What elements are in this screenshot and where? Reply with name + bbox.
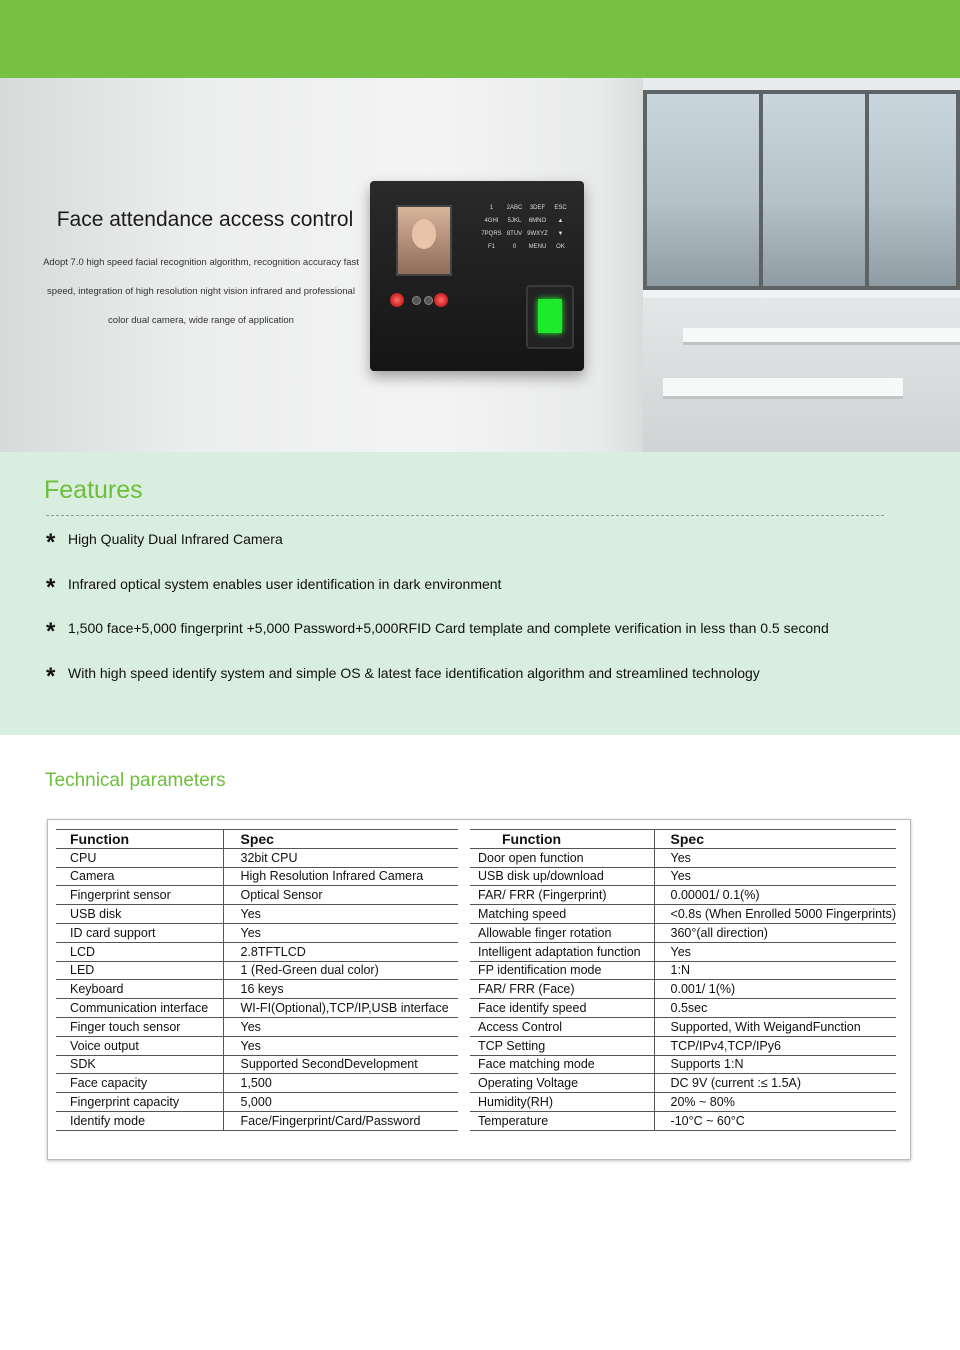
table-row — [56, 980, 458, 999]
infrared-led-icon — [390, 293, 404, 307]
asterisk-icon: * — [46, 618, 56, 645]
keypad-key: OK — [556, 244, 565, 250]
features-title: Features — [44, 476, 143, 504]
spec-cell: DC 9V (current :≤ 1.5A) — [654, 1074, 896, 1093]
function-cell: Voice output — [56, 1036, 223, 1055]
spec-cell: WI-FI(Optional),TCP/IP,USB interface — [223, 999, 458, 1018]
table-row — [470, 1093, 896, 1112]
spec-cell: High Resolution Infrared Camera — [223, 867, 458, 886]
function-cell: Door open function — [470, 848, 654, 867]
office-window — [643, 90, 763, 290]
feature-item: * High Quality Dual Infrared Camera — [46, 529, 283, 556]
table-row — [470, 1036, 896, 1055]
camera-lens-icon — [424, 296, 433, 305]
table-row — [470, 999, 896, 1018]
keypad-key: 4GHI — [484, 218, 499, 224]
features-section — [0, 452, 960, 735]
table-row — [56, 1017, 458, 1036]
table-row — [470, 905, 896, 924]
function-cell: FAR/ FRR (Face) — [470, 980, 654, 999]
spec-cell: 20% ~ 80% — [654, 1093, 896, 1112]
keypad-key: 5JKL — [507, 218, 522, 224]
column-header: Function — [470, 830, 654, 849]
feature-item: * Infrared optical system enables user identification in dark environment — [46, 573, 502, 601]
table-row — [56, 867, 458, 886]
function-cell: USB disk up/download — [470, 867, 654, 886]
spec-cell: 0.00001/ 0.1(%) — [654, 886, 896, 905]
keypad-key: 7PQRS — [481, 231, 502, 237]
keypad-key: ▼ — [557, 231, 564, 237]
function-cell: Humidity(RH) — [470, 1093, 654, 1112]
spec-cell: Yes — [223, 1036, 458, 1055]
technical-parameters-title: Technical parameters — [45, 770, 226, 791]
infrared-led-icon — [434, 293, 448, 307]
spec-cell: 5,000 — [223, 1093, 458, 1112]
keypad-key: 1 — [489, 205, 494, 211]
spec-cell: 0.001/ 1(%) — [654, 980, 896, 999]
keypad-key: 9WXYZ — [527, 231, 548, 237]
function-cell: Finger touch sensor — [56, 1017, 223, 1036]
top-banner — [0, 0, 960, 78]
function-cell: Access Control — [470, 1017, 654, 1036]
dashed-divider — [46, 515, 884, 516]
table-row — [470, 1017, 896, 1036]
function-cell: SDK — [56, 1055, 223, 1074]
office-window — [865, 90, 960, 290]
spec-cell: Supported SecondDevelopment — [223, 1055, 458, 1074]
function-cell: Matching speed — [470, 905, 654, 924]
keypad-key: 6MNO — [528, 218, 547, 224]
keypad-key: 8TUV — [506, 231, 523, 237]
table-row — [470, 1074, 896, 1093]
fingerprint-pad-icon — [538, 299, 562, 333]
office-background-image — [643, 78, 960, 452]
function-cell: FP identification mode — [470, 961, 654, 980]
function-cell: LED — [56, 961, 223, 980]
function-cell: Communication interface — [56, 999, 223, 1018]
table-row — [470, 923, 896, 942]
table-row — [470, 1055, 896, 1074]
function-cell: FAR/ FRR (Fingerprint) — [470, 886, 654, 905]
table-row — [56, 942, 458, 961]
spec-table-right — [470, 829, 896, 1131]
spec-cell: Yes — [223, 905, 458, 924]
function-cell: Face matching mode — [470, 1055, 654, 1074]
function-cell: LCD — [56, 942, 223, 961]
spec-cell: Yes — [654, 942, 896, 961]
function-cell: Camera — [56, 867, 223, 886]
function-cell: Face capacity — [56, 1074, 223, 1093]
table-row — [56, 923, 458, 942]
table-row — [470, 980, 896, 999]
column-header: Spec — [654, 830, 896, 849]
column-header: Function — [56, 830, 223, 849]
keypad-key: 0 — [512, 244, 517, 250]
feature-item: * With high speed identify system and simple OS & latest face identification algorithm and streamlined technology — [46, 662, 760, 690]
hero-description: Adopt 7.0 high speed facial recognition algorithm, recognition accuracy fast speed, integration of high resolution night vision infrared and professional color dual camera, wide range of application — [43, 257, 359, 326]
table-row — [56, 999, 458, 1018]
column-header: Spec — [223, 830, 458, 849]
function-cell: Operating Voltage — [470, 1074, 654, 1093]
table-row — [56, 848, 458, 867]
function-cell: Fingerprint sensor — [56, 886, 223, 905]
device-keypad — [480, 205, 572, 250]
spec-cell: Yes — [223, 1017, 458, 1036]
spec-cell: Face/Fingerprint/Card/Password — [223, 1111, 458, 1130]
table-row — [56, 961, 458, 980]
function-cell: USB disk — [56, 905, 223, 924]
spec-cell: 2.8TFTLCD — [223, 942, 458, 961]
spec-cell: -10°C ~ 60°C — [654, 1111, 896, 1130]
keypad-key: F1 — [487, 244, 495, 250]
spec-cell: 16 keys — [223, 980, 458, 999]
spec-cell: 32bit CPU — [223, 848, 458, 867]
table-row — [56, 886, 458, 905]
spec-cell: TCP/IPv4,TCP/IPy6 — [654, 1036, 896, 1055]
table-row — [470, 961, 896, 980]
keypad-key: MENU — [528, 244, 547, 250]
table-row — [470, 1111, 896, 1130]
spec-cell: 360°(all direction) — [654, 923, 896, 942]
table-row — [56, 1036, 458, 1055]
function-cell: Intelligent adaptation function — [470, 942, 654, 961]
keypad-key: ▲ — [557, 218, 564, 224]
spec-cell: Yes — [654, 867, 896, 886]
table-row — [56, 1074, 458, 1093]
function-cell: Keyboard — [56, 980, 223, 999]
keypad-key: 3DEF — [529, 205, 546, 211]
table-row — [56, 905, 458, 924]
face-preview-icon — [412, 219, 436, 249]
spec-cell: <0.8s (When Enrolled 5000 Fingerprints) — [654, 905, 896, 924]
asterisk-icon: * — [46, 573, 56, 601]
hero-title: Face attendance access control — [56, 208, 354, 231]
asterisk-icon: * — [46, 529, 56, 556]
feature-list — [46, 530, 829, 708]
office-floor — [643, 298, 960, 452]
function-cell: CPU — [56, 848, 223, 867]
function-cell: ID card support — [56, 923, 223, 942]
device-screen — [396, 205, 452, 276]
camera-lens-icon — [412, 296, 421, 305]
keypad-key: 2ABC — [506, 205, 523, 211]
function-cell: Temperature — [470, 1111, 654, 1130]
spec-table-left — [56, 829, 458, 1131]
attendance-device-image — [370, 181, 584, 371]
spec-table-container — [47, 819, 911, 1160]
spec-cell: Optical Sensor — [223, 886, 458, 905]
spec-cell: 1,500 — [223, 1074, 458, 1093]
spec-cell: 1:N — [654, 961, 896, 980]
spec-cell: 0.5sec — [654, 999, 896, 1018]
office-window — [759, 90, 869, 290]
office-desk — [663, 378, 903, 399]
spec-cell: Supported, With WeigandFunction — [654, 1017, 896, 1036]
table-row — [470, 867, 896, 886]
wall-column — [600, 78, 643, 452]
hero-section — [0, 78, 960, 452]
table-row — [470, 942, 896, 961]
function-cell: Identify mode — [56, 1111, 223, 1130]
keypad-key: ESC — [554, 205, 567, 211]
table-row — [56, 1111, 458, 1130]
function-cell: TCP Setting — [470, 1036, 654, 1055]
spec-cell: Supports 1:N — [654, 1055, 896, 1074]
table-row — [470, 886, 896, 905]
spec-cell: 1 (Red-Green dual color) — [223, 961, 458, 980]
table-row — [56, 1055, 458, 1074]
spec-cell: Yes — [654, 848, 896, 867]
table-row — [470, 848, 896, 867]
spec-cell: Yes — [223, 923, 458, 942]
function-cell: Fingerprint capacity — [56, 1093, 223, 1112]
table-row — [56, 1093, 458, 1112]
fingerprint-sensor — [526, 285, 574, 349]
feature-item: * 1,500 face+5,000 fingerprint +5,000 Password+5,000RFID Card template and complete verification in less than 0.5 second — [46, 618, 829, 645]
function-cell: Allowable finger rotation — [470, 923, 654, 942]
asterisk-icon: * — [46, 662, 56, 690]
office-desk — [683, 328, 960, 345]
function-cell: Face identify speed — [470, 999, 654, 1018]
